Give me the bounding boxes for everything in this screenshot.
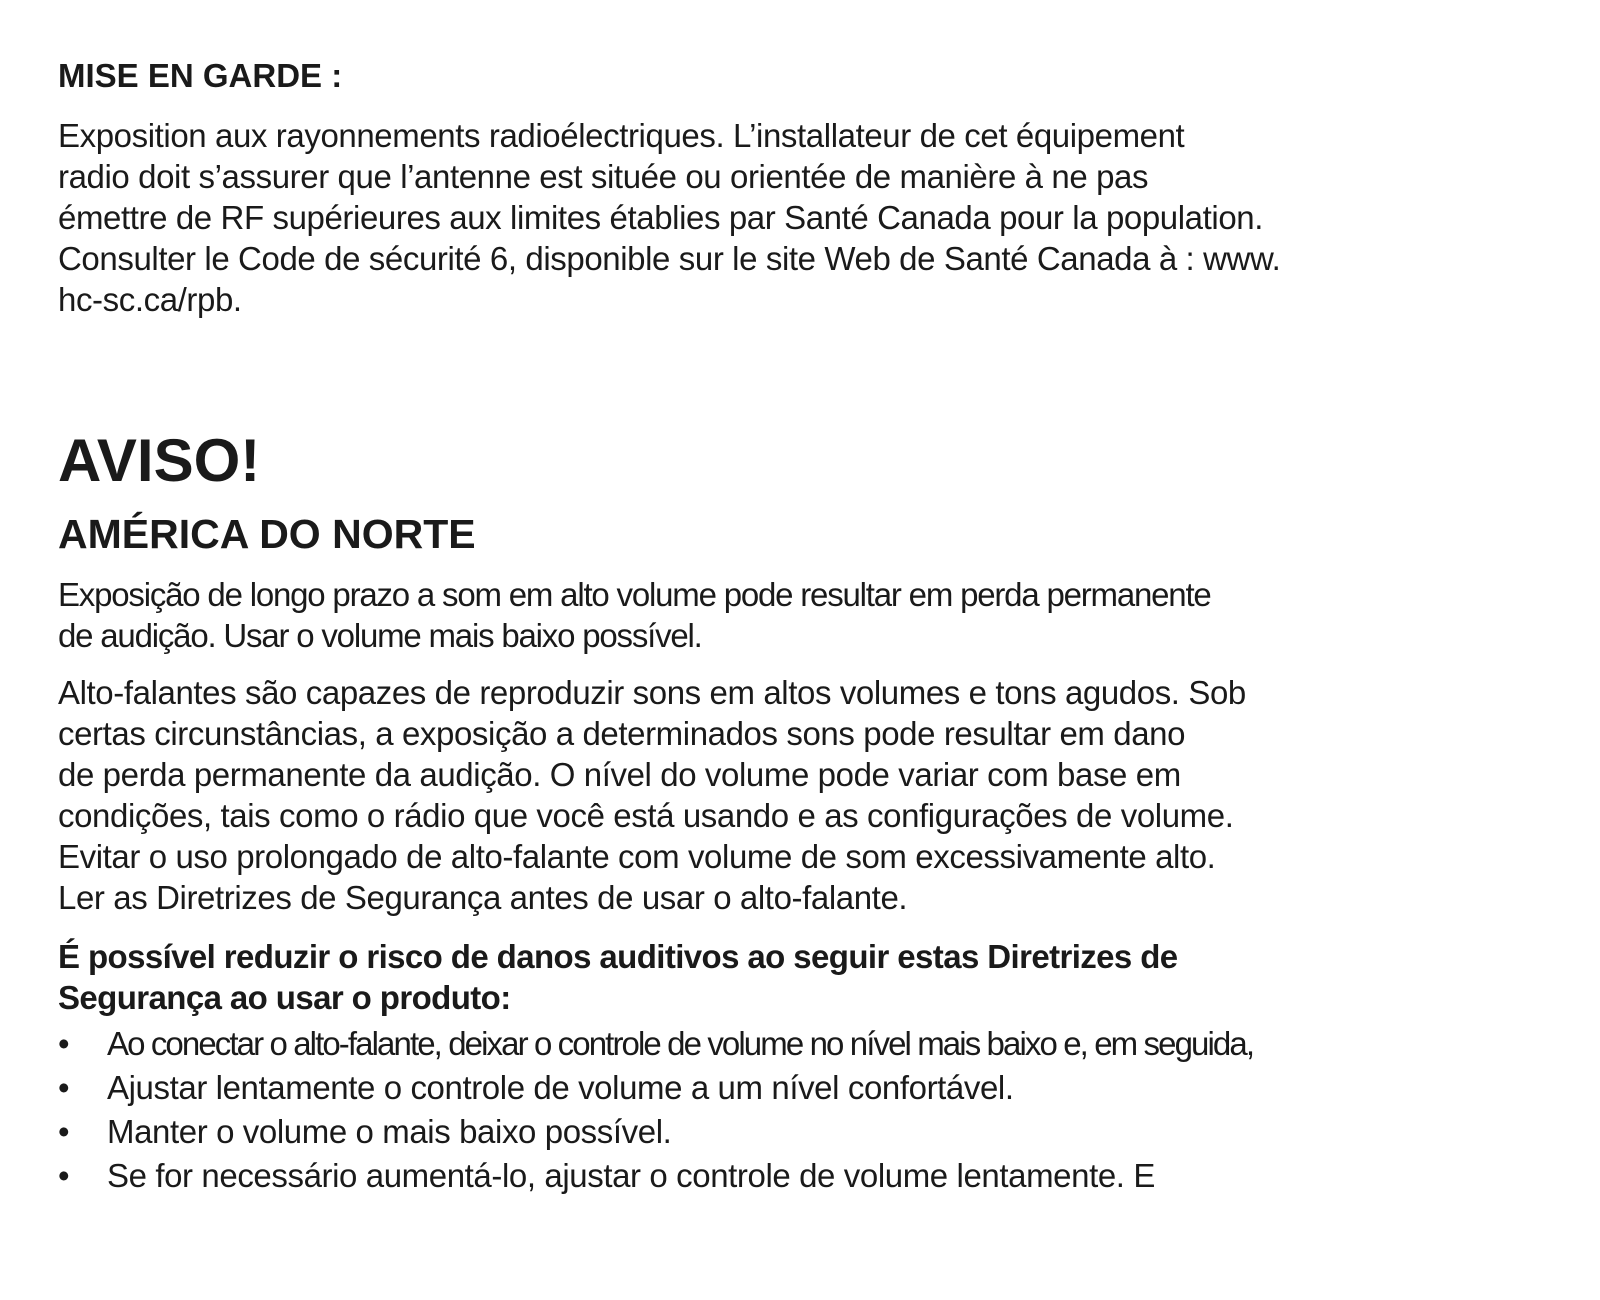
speaker-volume-paragraph <box>58 672 1246 918</box>
list-item <box>58 1154 1253 1198</box>
bullet-icon: • <box>58 1157 70 1194</box>
list-item-text: Manter o volume o mais baixo possível. <box>107 1113 672 1150</box>
paragraph-line: radio doit s’assurer que l’antenne est située ou orientée de manière à ne pas <box>58 158 1149 195</box>
paragraph-line: certas circunstâncias, a exposição a determinados sons pode resultar em dano <box>58 715 1186 752</box>
french-warning-heading: MISE EN GARDE : <box>58 57 343 94</box>
paragraph-line: Evitar o uso prolongado de alto-falante com volume de som excessivamente alto. <box>58 838 1216 875</box>
hearing-loss-paragraph <box>58 574 1211 656</box>
list-item-text: Ajustar lentamente o controle de volume a um nível confortável. <box>107 1069 1014 1106</box>
paragraph-line: É possível reduzir o risco de danos auditivos ao seguir estas Diretrizes de <box>58 938 1178 975</box>
paragraph-line: Exposição de longo prazo a som em alto volume pode resultar em perda permanente <box>58 576 1211 613</box>
safety-guidelines-intro <box>58 936 1178 1018</box>
portuguese-warning-title: AVISO! <box>58 427 261 494</box>
bullet-icon: • <box>58 1113 70 1150</box>
bullet-icon: • <box>58 1069 70 1106</box>
paragraph-line: hc-sc.ca/rpb. <box>58 281 242 318</box>
paragraph-line: de audição. Usar o volume mais baixo possível. <box>58 617 702 654</box>
paragraph-line: condições, tais como o rádio que você está usando e as configurações de volume. <box>58 797 1234 834</box>
list-item-text: Se for necessário aumentá-lo, ajustar o controle de volume lentamente. E <box>107 1157 1155 1194</box>
paragraph-line: de perda permanente da audição. O nível do volume pode variar com base em <box>58 756 1181 793</box>
paragraph-line: émettre de RF supérieures aux limites établies par Santé Canada pour la population. <box>58 199 1264 236</box>
list-item <box>58 1022 1253 1066</box>
list-item-text: Ao conectar o alto-falante, deixar o controle de volume no nível mais baixo e, em seguida, <box>107 1025 1254 1062</box>
safety-guidelines-list <box>58 1022 1253 1198</box>
list-item <box>58 1110 1253 1154</box>
french-warning-paragraph <box>58 115 1280 320</box>
paragraph-line: Ler as Diretrizes de Segurança antes de usar o alto-falante. <box>58 879 908 916</box>
paragraph-line: Alto-falantes são capazes de reproduzir sons em altos volumes e tons agudos. Sob <box>58 674 1246 711</box>
region-subtitle: AMÉRICA DO NORTE <box>58 511 476 557</box>
paragraph-line: Segurança ao usar o produto: <box>58 979 511 1016</box>
paragraph-line: Exposition aux rayonnements radioélectriques. L’installateur de cet équipement <box>58 117 1185 154</box>
bullet-icon: • <box>58 1025 68 1062</box>
paragraph-line: Consulter le Code de sécurité 6, disponible sur le site Web de Santé Canada à : www. <box>58 240 1281 277</box>
list-item <box>58 1066 1253 1110</box>
